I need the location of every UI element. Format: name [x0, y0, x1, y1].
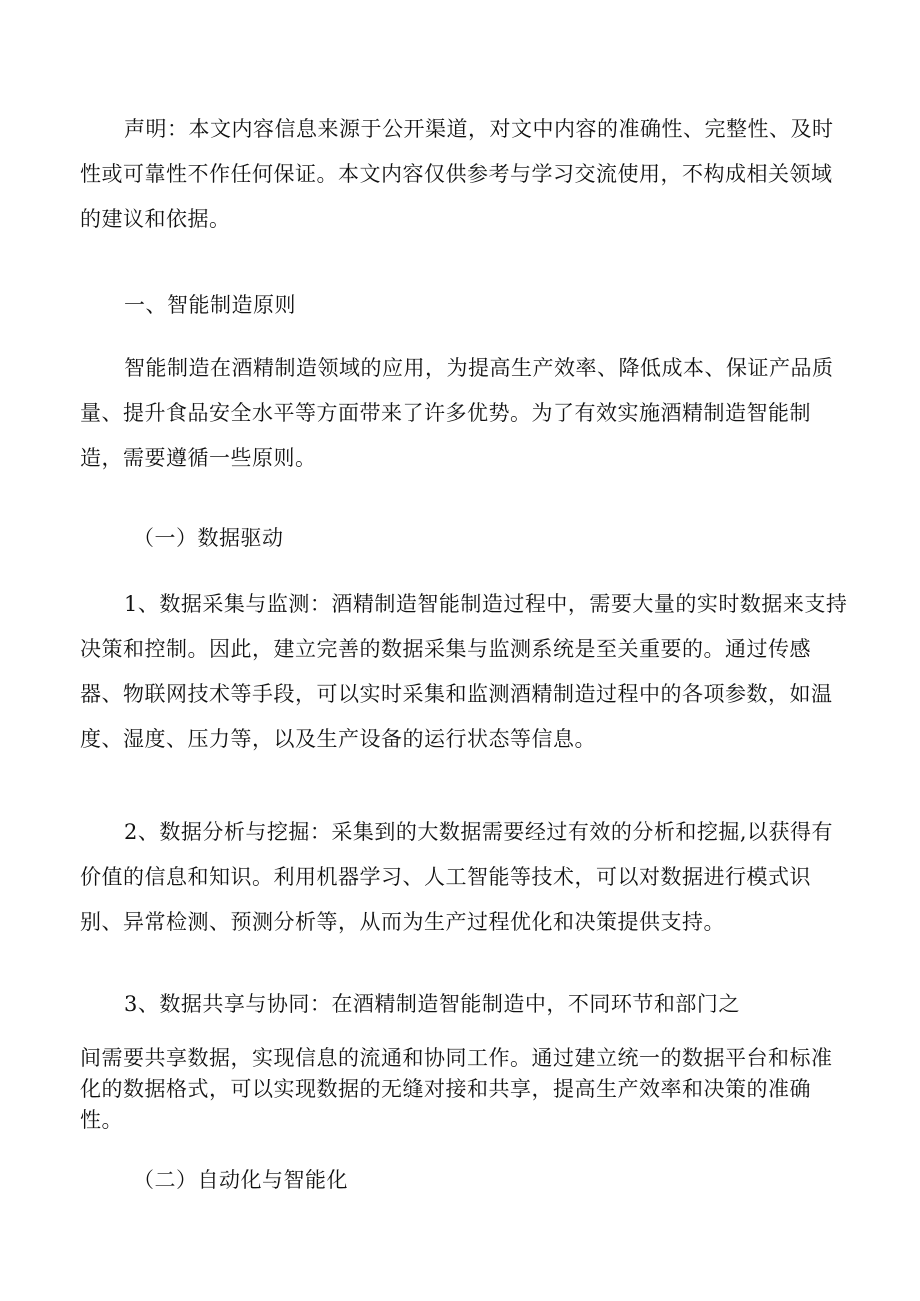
item-data-sharing-continuation: 间需要共享数据，实现信息的流通和协同工作。通过建立统一的数据平台和标准化的数据格式，可以实现数据的无缝对接和共享，提高生产效率和决策的准确性。	[80, 1046, 833, 1132]
item-data-collection-monitoring: 1、数据采集与监测：酒精制造智能制造过程中，需要大量的实时数据来支持决策和控制。因此，建立完善的数据采集与监测系统是至关重要的。通过传感器、物联网技术等手段，可以实时采集和监测酒精制造过程中的各项参数，如温度、湿度、压力等，以及生产设备的运行状态等信息。	[80, 592, 848, 751]
subsection-heading-automation-intelligence: （二）自动化与智能化	[133, 1168, 348, 1192]
section-heading-smart-manufacturing-principles: 一、智能制造原则	[124, 293, 296, 317]
item-data-analysis-mining: 2、数据分析与挖掘：采集到的大数据需要经过有效的分析和挖掘,以获得有价值的信息和知识。利用机器学习、人工智能等技术，可以对数据进行模式识别、异常检测、预测分析等，从而为生产过程优化和决策提供支持。	[80, 820, 834, 934]
section-intro-paragraph: 智能制造在酒精制造领域的应用，为提高生产效率、降低成本、保证产品质量、提升食品安全水平等方面带来了许多优势。为了有效实施酒精制造智能制造，需要遵循一些原则。	[80, 356, 834, 470]
disclaimer-paragraph: 声明：本文内容信息来源于公开渠道，对文中内容的准确性、完整性、及时性或可靠性不作任何保证。本文内容仅供参考与学习交流使用，不构成相关领域的建议和依据。	[80, 117, 834, 231]
item-data-sharing-first-line: 3、数据共享与协同：在酒精制造智能制造中，不同环节和部门之	[124, 992, 740, 1016]
subsection-heading-data-driven: （一）数据驱动	[133, 526, 284, 550]
